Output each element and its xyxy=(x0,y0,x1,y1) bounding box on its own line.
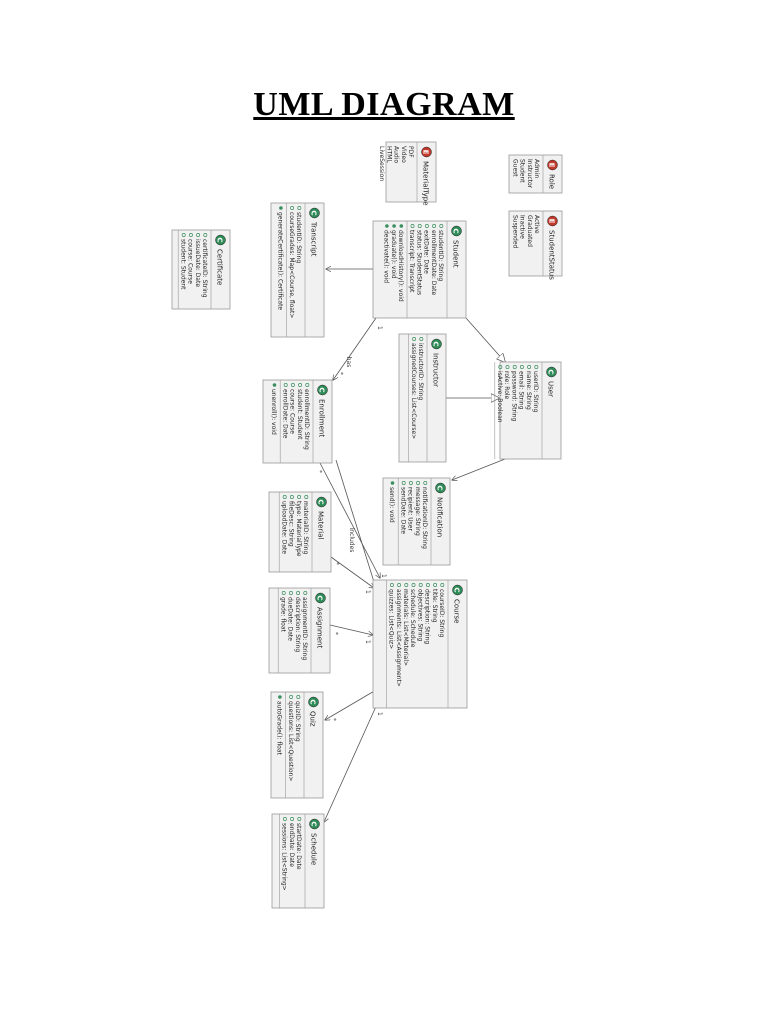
class-field: grade: float xyxy=(279,597,287,632)
badge-letter: C xyxy=(431,341,440,347)
multiplicity-target: 1 xyxy=(380,574,387,578)
method-marker-icon xyxy=(279,206,283,210)
multiplicity-source: * xyxy=(333,562,340,565)
method-marker-icon xyxy=(400,224,404,228)
class-box-course xyxy=(373,580,467,708)
class-name: Quiz xyxy=(308,711,317,727)
class-method: send(): void xyxy=(388,487,396,523)
badge-letter: C xyxy=(452,587,461,593)
class-field: Audio xyxy=(392,146,400,164)
badge-letter: C xyxy=(315,595,324,601)
class-name: Schedule xyxy=(309,833,318,866)
class-name: StudentStatus xyxy=(547,230,556,280)
relation-assignment-to-course xyxy=(330,625,373,644)
badge-letter: C xyxy=(215,237,224,243)
class-field: email: String xyxy=(517,371,525,410)
class-name: Student xyxy=(451,240,460,268)
class-name: Course xyxy=(452,599,461,624)
class-field: Active xyxy=(533,215,540,234)
method-marker-icon xyxy=(392,224,396,228)
class-field: enrollDate: Date xyxy=(281,389,289,439)
class-box-user xyxy=(495,362,561,459)
class-field: dueDate: Date xyxy=(286,597,294,641)
class-field: recipient: User xyxy=(406,487,414,531)
class-field: message: String xyxy=(413,487,421,536)
class-field: Admin xyxy=(533,159,540,179)
class-method: generateCertificate(): Certificate xyxy=(276,212,284,311)
class-field: course: Course xyxy=(288,389,296,434)
badge-letter: C xyxy=(316,499,325,505)
class-name: Enrollment xyxy=(317,399,326,438)
multiplicity-source: * xyxy=(332,632,339,635)
relation-student-to-user xyxy=(466,318,505,362)
class-field: name: String xyxy=(524,371,532,410)
class-box-schedule xyxy=(272,814,324,908)
class-field: type: MaterialType xyxy=(294,501,302,557)
class-field: HTML xyxy=(385,146,393,163)
class-box-materialtype xyxy=(378,142,436,206)
class-field: sendDate: Date xyxy=(399,487,407,535)
class-field: studentID: String xyxy=(437,230,444,282)
badge-letter: C xyxy=(309,210,318,216)
class-field: Inactive xyxy=(518,215,526,239)
multiplicity-target: 1 xyxy=(364,640,371,644)
relation-line xyxy=(466,318,505,362)
class-method: graduate(): void xyxy=(389,230,397,279)
badge-letter: C xyxy=(451,228,460,234)
class-field: student: Student xyxy=(295,389,303,440)
class-box-student xyxy=(373,221,466,318)
multiplicity-source: * xyxy=(316,470,323,473)
class-field: notificationID: String xyxy=(421,487,428,549)
class-field: title: String xyxy=(430,589,438,623)
class-name: MaterialType xyxy=(421,161,430,206)
class-field: userID: String xyxy=(532,371,539,413)
class-field: materialID: String xyxy=(302,501,309,555)
badge-letter: E xyxy=(547,162,556,168)
class-field: description: String xyxy=(423,589,431,645)
multiplicity-target: * xyxy=(337,372,344,375)
class-field: isActive: Boolean xyxy=(496,371,503,423)
badge-letter: C xyxy=(435,485,444,491)
class-field: Suspended xyxy=(511,215,519,249)
class-field: objectives: String xyxy=(416,589,424,642)
class-box-instructor xyxy=(399,334,446,462)
relation-course-to-enrollment xyxy=(336,460,374,582)
badge-letter: C xyxy=(317,387,326,393)
relation-line xyxy=(336,460,374,582)
class-field: questions: List<Question> xyxy=(286,701,294,782)
class-field: courseGrades: Map<Course, float> xyxy=(287,212,295,319)
multiplicity-target: 1 xyxy=(364,590,371,594)
class-field: assignments: List<Assignment> xyxy=(394,589,402,687)
relation-user-to-notification xyxy=(452,459,505,480)
method-marker-icon xyxy=(273,383,277,387)
relation-line xyxy=(325,690,376,720)
class-field: Student xyxy=(518,159,526,183)
class-field: schedule: Schedule xyxy=(409,589,417,648)
class-name: Assignment xyxy=(315,607,324,649)
class-field: Guest xyxy=(511,159,519,177)
relation-label: has xyxy=(345,356,352,368)
page-title: UML DIAGRAM xyxy=(253,86,515,123)
relation-label: includes xyxy=(348,527,355,553)
class-name: Material xyxy=(316,511,325,540)
method-marker-icon xyxy=(278,695,282,699)
class-box-certificate xyxy=(172,230,230,309)
class-field: quizzes: List<Quiz> xyxy=(387,589,395,650)
badge-letter: E xyxy=(547,218,556,224)
class-box-studentstatus xyxy=(509,211,562,280)
class-box-quiz xyxy=(271,692,323,798)
class-box-assignment xyxy=(269,588,330,673)
class-field: issueDate: Date xyxy=(193,239,201,288)
class-field: startDate: Date xyxy=(295,823,302,870)
relation-line xyxy=(452,459,505,480)
multiplicity-source: 1 xyxy=(376,326,383,330)
class-field: password: String xyxy=(510,371,518,422)
class-field: Instructor xyxy=(525,159,533,189)
class-name: Role xyxy=(547,174,556,190)
class-field: status: StudentStatus xyxy=(415,230,423,296)
multiplicity-source: 1 xyxy=(376,712,383,716)
class-field: uploadDate: Date xyxy=(280,501,288,555)
class-field: role: Role xyxy=(503,371,511,400)
class-field: student: Student xyxy=(179,239,187,290)
relation-student-to-enrollment xyxy=(333,318,383,380)
class-field: instructorID: String xyxy=(417,343,424,401)
class-field: Video xyxy=(399,146,407,163)
class-field: studentID: String xyxy=(295,212,302,264)
class-name: Notification xyxy=(435,497,444,538)
class-field: Graduated xyxy=(525,215,533,247)
class-name: Instructor xyxy=(431,353,440,387)
class-name: Transcript xyxy=(309,222,318,257)
class-field: assignedCourses: List<Course> xyxy=(409,343,417,440)
class-name: Certificate xyxy=(215,249,224,286)
badge-letter: E xyxy=(421,149,430,155)
class-field: enrollmentDate: Date xyxy=(429,230,437,296)
badge-letter: C xyxy=(309,821,318,827)
class-method: deactivate(): void xyxy=(382,230,390,284)
class-method: autoGrade(): float xyxy=(275,701,283,755)
class-box-enrollment xyxy=(263,380,332,463)
class-field: enrollmentID: String xyxy=(303,389,310,450)
class-field: endDate: Date xyxy=(287,823,295,867)
class-box-material xyxy=(269,492,331,572)
class-field: course: Course xyxy=(186,239,194,284)
class-field: quizID: String xyxy=(294,701,301,742)
class-field: exitDate: Date xyxy=(422,230,430,274)
multiplicity-target: * xyxy=(330,718,337,721)
class-field: certificateID: String xyxy=(201,239,208,298)
class-field: sessions: List<String> xyxy=(280,823,288,891)
class-box-notification xyxy=(383,478,450,565)
class-field: materials: List<Material> xyxy=(402,589,409,667)
relation-line xyxy=(333,318,376,380)
class-field: courseID: String xyxy=(438,589,445,638)
class-box-transcript xyxy=(271,203,324,337)
method-marker-icon xyxy=(385,224,389,228)
class-field: description: String xyxy=(293,597,301,653)
method-marker-icon xyxy=(391,481,395,485)
class-field: transcript: Transcript xyxy=(408,230,416,293)
class-name: User xyxy=(546,381,555,397)
badge-letter: C xyxy=(546,369,555,375)
class-field: LiveSession xyxy=(378,146,386,182)
class-method: unenroll(): void xyxy=(270,389,278,435)
class-field: fileDesc: String xyxy=(287,501,295,547)
badge-letter: C xyxy=(308,699,317,705)
class-box-role xyxy=(509,155,562,193)
class-field: PDF xyxy=(407,146,414,158)
class-field: assignmentID: String xyxy=(301,597,308,661)
class-method: downloadHistory(): void xyxy=(397,230,404,302)
